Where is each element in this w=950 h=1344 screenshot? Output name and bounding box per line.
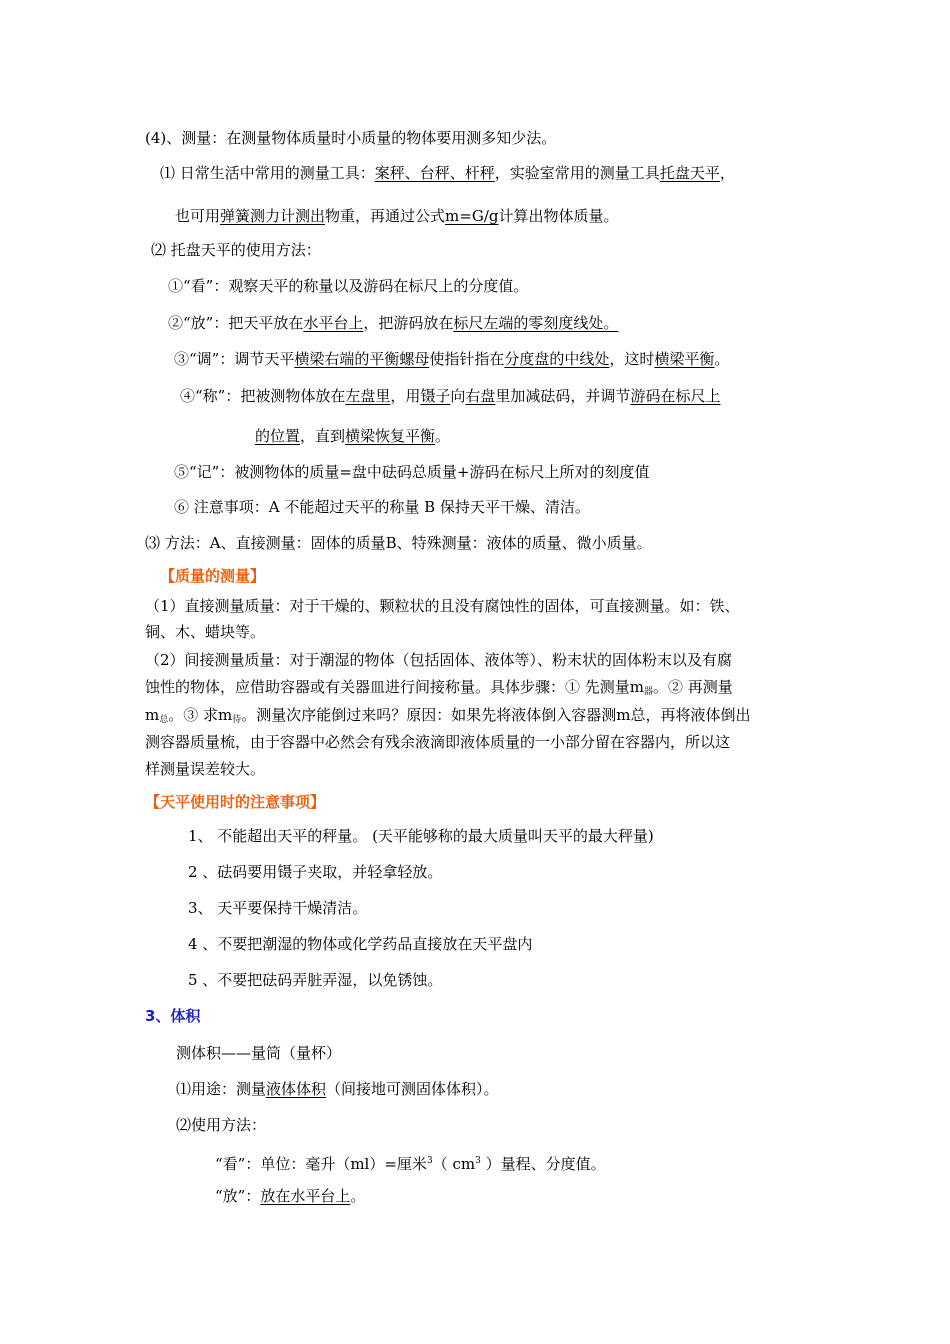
put-c: 。 [350,1187,366,1205]
balance-usage-title: ⑵ 托盘天平的使用方法： [151,241,321,259]
weigh-d: 镊子 [420,387,451,405]
indirect-line-5: 样测量误差较大。 [145,760,266,778]
volume-look [215,1151,606,1174]
weigh2-b: ，直到 [300,427,346,445]
indirect2-a: 蚀性的物体，应借助容器或有关器皿进行间接称量。具体步骤：① 先测量m [145,678,644,696]
look-c: ）量程、分度值。 [480,1155,606,1173]
note-item: 2 、砝码要用镊子夹取，并轻拿轻放。 [188,863,443,881]
step-notes: ⑥ 注意事项：A 不能超过天平的称量 B 保持天平干燥、清洁。 [174,498,590,516]
measure-head: (4)、测量：在测量物体质量时小质量的物体要用测多知少法。 [145,129,557,147]
indirect3-sub1: 总 [159,715,169,725]
weigh2-d: 。 [435,427,451,445]
adjust-e: ，这时 [609,350,655,368]
step-weigh [180,386,720,406]
step-place [168,313,618,333]
step-record: ⑤“记”：被测物体的质量=盘中砝码总质量+游码在标尺上所对的刻度值 [174,463,650,481]
note-item: 4 、不要把潮湿的物体或化学药品直接放在天平盘内 [188,935,533,953]
use-b: 液体体积 [266,1080,327,1098]
note-item: 5 、不要把砝码弄脏弄湿，以免锈蚀。 [188,971,443,989]
balance-notes-title: 【天平使用时的注意事项】 [145,793,326,811]
tools-daily: 案秤、台秤、杆秤 [374,164,495,182]
step-weigh-cont [255,426,450,446]
indirect-line-3 [145,705,751,730]
tools2-spring: 弹簧测力计测出 [220,207,326,225]
put-b: 放在水平台上 [260,1187,351,1205]
weigh-h: 游码在标尺上 [630,387,721,405]
look-a: “看”：单位：毫升（ml）=厘米 [215,1155,427,1173]
volume-tool: 测体积——量筒（量杯） [176,1044,342,1062]
tools-line-2 [175,206,619,226]
weigh-b: 左盘里 [345,387,391,405]
weigh-a: ④“称”：把被测物体放在 [180,387,346,405]
indirect2-b: 。② 再测量 [653,678,733,696]
adjust-d: 分度盘的中线处 [504,350,610,368]
note-item: 1、 不能超出天平的秤量。 (天平能够称的最大质量叫天平的最大秤量) [188,827,654,845]
weigh-c: ，用 [390,387,421,405]
put-a: “放”： [215,1187,261,1205]
place-a: ②“放”：把天平放在 [168,314,304,332]
tools2-text-e: 计算出物体质量。 [498,207,619,225]
adjust-a: ③“调”：调节天平 [174,350,295,368]
volume-title: 3、体积 [145,1007,201,1025]
use-a: ⑴用途：测量 [176,1080,267,1098]
tools-text-e: ， [719,164,735,182]
weigh-e: 向 [450,387,466,405]
place-c: ，把游码放在 [363,314,454,332]
use-c: （间接地可测固体体积）。 [326,1080,499,1098]
indirect3-b: 。③ 求m [168,706,233,724]
indirect3-a: m [145,706,160,724]
tools2-text-a: 也可用 [175,207,221,225]
look-b: （ cm [432,1155,476,1173]
indirect-line-1: （2）间接测量质量：对于潮湿的物体（包括固体、液体等）、粉末状的固体粉末以及有腐 [145,651,733,669]
adjust-f: 横梁平衡 [654,350,715,368]
adjust-b: 横梁右端的平衡螺母 [294,350,430,368]
tools2-text-c: 物重，再通过公式 [325,207,446,225]
weigh-f: 右盘 [465,387,496,405]
look-sup2: 3 [475,1156,481,1166]
indirect2-sub: 器 [644,687,654,697]
volume-put [215,1186,365,1206]
note-item: 3、 天平要保持干燥清洁。 [188,899,368,917]
step-adjust [174,349,729,369]
weigh2-c: 横梁恢复平衡 [345,427,436,445]
tools-text-a: ⑴ 日常生活中常用的测量工具： [160,164,375,182]
direct-line-1: （1）直接测量质量：对于干燥的、颗粒状的且没有腐蚀性的固体，可直接测量。如：铁、 [145,597,740,615]
step-look: ①“看”：观察天平的称量以及游码在标尺上的分度值。 [168,277,529,295]
volume-use [176,1079,499,1099]
method-line: ⑶ 方法：A、直接测量：固体的质量B、特殊测量：液体的质量、微小质量。 [145,534,652,552]
look-sup1: 3 [426,1156,433,1166]
adjust-g: 。 [714,350,730,368]
adjust-c: 使指针指在 [429,350,505,368]
place-d: 标尺左端的零刻度线处。 [453,314,619,332]
indirect3-c: 。测量次序能倒过来吗？原因：如果先将液体倒入容器测m总，再将液体倒出 [241,706,751,724]
indirect-line-2 [145,677,733,702]
tools-line-1 [160,163,735,183]
formula: m=G/g [445,207,499,225]
place-b: 水平台上 [303,314,364,332]
tools-lab: 托盘天平 [659,164,720,182]
weigh-g: 里加减砝码，并调节 [495,387,631,405]
indirect3-sub2: 待 [232,715,242,725]
weigh2-a: 的位置 [255,427,301,445]
direct-line-2: 铜、木、蜡块等。 [145,623,266,641]
volume-method: ⑵使用方法： [176,1116,267,1134]
indirect-line-4: 测容器质量梳，由于容器中必然会有残余液滴即液体质量的一小部分留在容器内，所以这 [145,733,731,751]
mass-section-title: 【质量的测量】 [160,567,266,585]
tools-text-c: ，实验室常用的测量工具 [494,164,660,182]
